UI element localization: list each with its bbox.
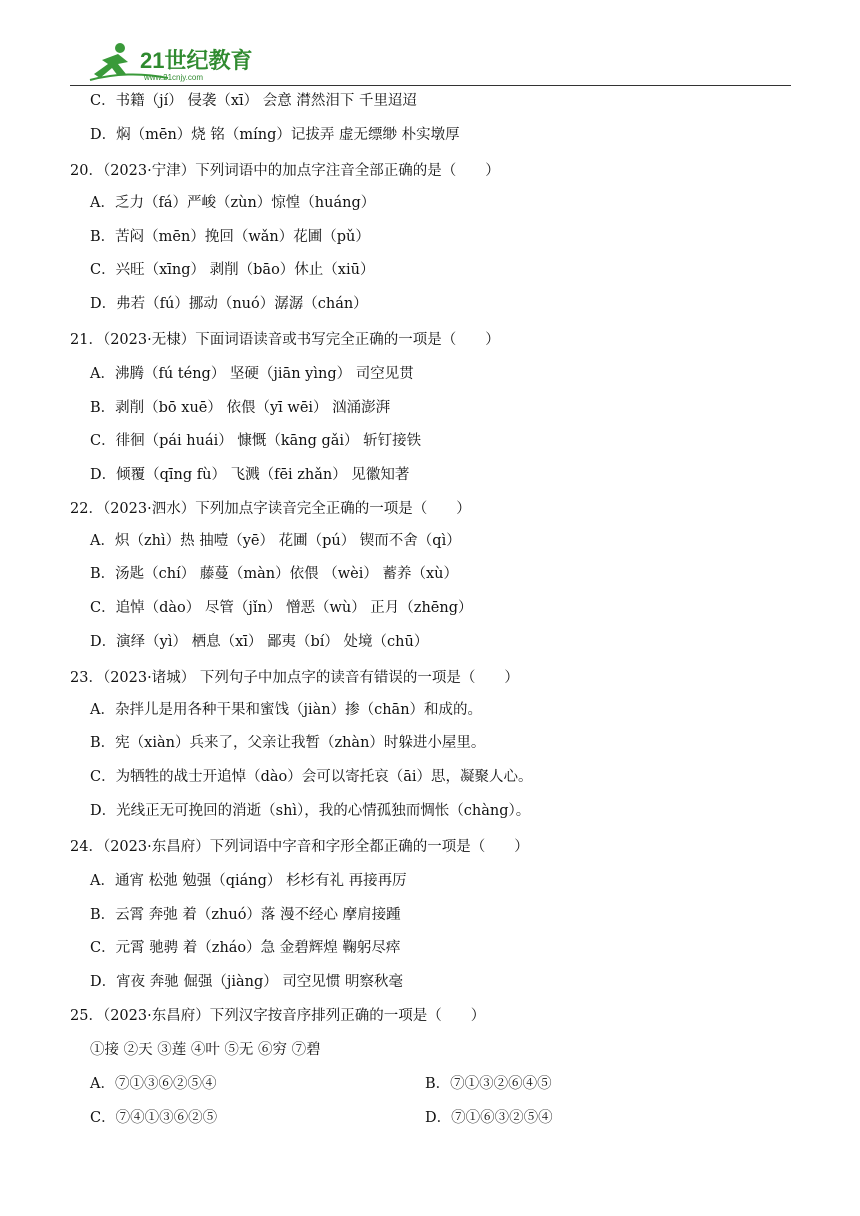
option-b-q20: B．苦闷（mēn）挽回（wǎn）花圃（pǔ）: [90, 229, 370, 245]
option-a-q22: A．炽（zhì）热 抽噎（yē） 花圃（pú） 锲而不舍（qì）: [90, 533, 461, 549]
question-21: 21．（2023·无棣）下面词语读音或书写完全正确的一项是（ ）: [70, 332, 500, 348]
question-25-items: ①接 ②天 ③莲 ④叶 ⑤无 ⑥穷 ⑦碧: [90, 1042, 321, 1058]
option-d-q23: D．光线正无可挽回的消逝（shì），我的心情孤独而惆怅（chàng）。: [90, 803, 531, 819]
option-d-q24: D．宵夜 奔驰 倔强（jiàng） 司空见惯 明察秋毫: [90, 974, 403, 990]
question-25: 25．（2023·东昌府）下列汉字按音序排列正确的一项是（ ）: [70, 1008, 486, 1024]
option-c-q24: C．元霄 驰骋 着（zháo）急 金碧辉煌 鞠躬尽瘁: [90, 940, 401, 956]
option-c-q22: C．追悼（dào） 尽管（jǐn） 憎恶（wù） 正月（zhēng）: [90, 600, 473, 616]
option-c-q21: C．徘徊（pái huái） 慷慨（kāng gǎi） 斩钉接铁: [90, 433, 422, 449]
logo-title: 21世纪教育: [140, 48, 253, 73]
question-23: 23．（2023·诸城） 下列句子中加点字的读音有错误的一项是（ ）: [70, 670, 519, 686]
option-c-q25: C．⑦④①③⑥②⑤: [90, 1110, 218, 1126]
header-rule: [70, 85, 791, 86]
question-20: 20．（2023·宁津）下列词语中的加点字注音全部正确的是（ ）: [70, 163, 500, 179]
option-d-q22: D．演绎（yì） 栖息（xī） 鄙夷（bí） 处境（chū）: [90, 634, 429, 650]
option-d-q25: D．⑦①⑥③②⑤④: [425, 1110, 553, 1126]
option-a-q25: A．⑦①③⑥②⑤④: [90, 1076, 217, 1092]
option-d-q21: D．倾覆（qīng fù） 飞溅（fēi zhǎn） 见徽知著: [90, 467, 410, 483]
option-b-q22: B．汤匙（chí） 藤蔓（màn）依偎 （wèi） 蓄养（xù）: [90, 566, 458, 582]
option-a-q23: A．杂拌儿是用各种干果和蜜饯（jiàn）掺（chān）和成的。: [90, 702, 483, 718]
option-a-q20: A．乏力（fá）严峻（zùn）惊惶（huáng）: [90, 195, 376, 211]
option-b-q24: B．云霄 奔弛 着（zhuó）落 漫不经心 摩肩接踵: [90, 907, 401, 923]
option-a-q24: A．通宵 松弛 勉强（qiáng） 杉杉有礼 再接再厉: [90, 873, 407, 889]
option-d-q19: D．焖（mēn）烧 铭（míng）记拔弄 虚无缥缈 朴实墩厚: [90, 127, 460, 143]
logo-url: www.21cnjy.com: [144, 73, 203, 82]
option-c-q23: C．为牺牲的战士开追悼（dào）会可以寄托哀（āi）思，凝聚人心。: [90, 769, 533, 785]
site-logo: [88, 40, 258, 84]
option-c-q20: C．兴旺（xīng） 剥削（bāo）休止（xiū）: [90, 262, 375, 278]
option-b-q23: B．宪（xiàn）兵来了，父亲让我暂（zhàn）时躲进小屋里。: [90, 735, 486, 751]
question-22: 22．（2023·泗水）下列加点字读音完全正确的一项是（ ）: [70, 501, 471, 517]
option-b-q21: B．剥削（bō xuē） 依偎（yī wēi） 汹涌澎湃: [90, 400, 391, 416]
option-d-q20: D．弗若（fú）挪动（nuó）潺潺（chán）: [90, 296, 368, 312]
option-a-q21: A．沸腾（fú téng） 坚硬（jiān yìng） 司空见贯: [90, 366, 414, 382]
question-24: 24．（2023·东昌府）下列词语中字音和字形全都正确的一项是（ ）: [70, 839, 529, 855]
option-c-q19: C．书籍（jí） 侵袭（xī） 会意 潸然泪下 千里迢迢: [90, 93, 417, 109]
option-b-q25: B．⑦①③②⑥④⑤: [425, 1076, 552, 1092]
